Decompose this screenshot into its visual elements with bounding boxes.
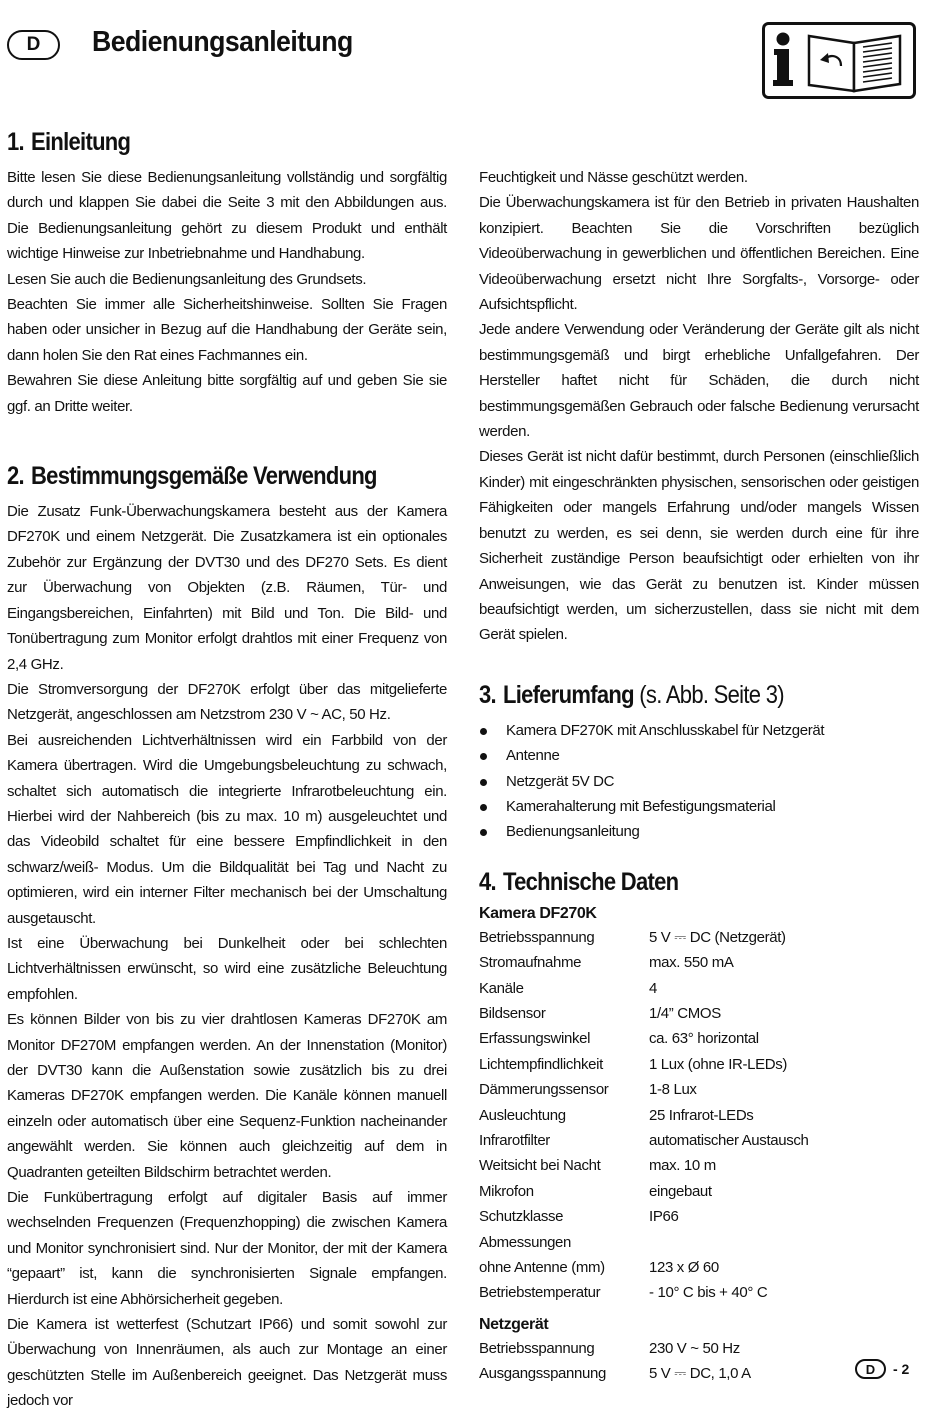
language-badge: D (7, 30, 60, 60)
spec-row (479, 1230, 919, 1255)
spec-label: Bildsensor (479, 1004, 546, 1022)
paragraph: Bei ausreichenden Lichtverhältnissen wird ein Farbbild von der Kamera übertragen. Wird die Umgebungsbeleuchtung zu schwach, schaltet sich automatisch die integrierte Infrarotbeleuchtung ein. Hierbei wird der Nahbereich (bis zu max. 10 m) ausgeleuchtet und das Videobild schaltet für eine bessere Empfindlichkeit in den schwarz/weiß- Modus. Um die Bildqualität bei Tag und Nacht zu optimieren, wird ein interner Filter mechanisch bei der Umschaltung ausgetauscht. (7, 731, 447, 927)
spec-value: 230 V ~ 50 Hz (649, 1339, 740, 1357)
spec-value: 5 V ⎓ DC (Netzgerät) (649, 928, 786, 946)
spec-value: automatischer Austausch (649, 1132, 809, 1149)
spec-value: 1 Lux (ohne IR-LEDs) (649, 1055, 788, 1073)
spec-value: 4 (649, 979, 657, 997)
spec-value: eingebaut (649, 1182, 712, 1200)
list-item: Netzgerät 5V DC (479, 769, 919, 794)
spec-label: Stromaufnahme (479, 954, 582, 972)
spec-label: Infrarotfilter (479, 1132, 550, 1149)
list-item: Kamerahalterung mit Befestigungsmaterial (479, 794, 919, 819)
spec-row (479, 1280, 919, 1305)
spec-row (479, 1361, 919, 1386)
spec-row (479, 925, 919, 950)
spec-label: Dämmerungssensor (479, 1081, 609, 1099)
right-column (479, 165, 919, 1387)
spec-row (479, 1153, 919, 1178)
paragraph: Dieses Gerät ist nicht dafür bestimmt, durch Personen (einschließlich Kinder) mit eingeschränkten physischen, sensorischen oder geistigen Fähigkeiten oder mangels Erfahrung und/oder mangels Wissen benutzt zu werden, es sei denn, sie werden durch eine für ihre Sicherheit zuständige Person beaufsichtigt oder erhielten von ihr Anweisungen, wie das Gerät zu benutzen ist. Kinder müssen beaufsichtigt werden, um sicherzustellen, dass sie nicht mit dem Gerät spielen. (479, 448, 919, 644)
spec-value: 5 V ⎓ DC, 1,0 A (649, 1365, 751, 1383)
list-item: Bedienungsanleitung (479, 819, 919, 844)
paragraph: Ist eine Überwachung bei Dunkelheit oder bei schlechten Lichtverhältnissen erwünscht, so wird eine zusätzliche Beleuchtung empfohlen. (7, 934, 447, 1003)
spec-row (479, 1255, 919, 1280)
list-item: Kamera DF270K mit Anschlusskabel für Netzgerät (479, 718, 919, 743)
paragraph: Die Funkübertragung erfolgt auf digitaler Basis auf immer wechselnden Frequenzen (Frequenzhopping) die zwischen Kamera und Monitor synchronisiert sind. Nur der Monitor, der mit der Kamera “gepaart” ist, kann die synchronisierten Signale empfangen. Hierdurch ist eine Abhörsicherheit gegeben. (7, 1189, 447, 1308)
section-heading-technik: 4. Technische Daten (479, 867, 679, 896)
spec-value: ca. 63° horizontal (649, 1030, 759, 1048)
spec-value: 25 Infrarot-LEDs (649, 1106, 754, 1124)
spec-label: Betriebsspannung (479, 928, 595, 946)
paragraph: Es können Bilder von bis zu vier drahtlosen Kameras DF270K am Monitor DF270M empfangen werden. An der Innenstation (Monitor) der DVT30 kann die Außenstation sowie zusätzlich bis zu drei Kameras DF270K empfangen werden. Die Kanäle können manuell einzeln oder automatisch über eine Sequenz-Funktion nacheinander angewählt werden. Sie können auch gleichzeitig auf dem in Quadranten geteilten Bildschirm betrachtet werden. (7, 1011, 447, 1181)
spec-value: max. 550 mA (649, 954, 734, 972)
page-number: - 2 (893, 1361, 910, 1377)
spec-label: Ausgangsspannung (479, 1365, 607, 1383)
spec-label: Abmessungen (479, 1233, 572, 1251)
camera-specs-table (479, 925, 919, 1306)
spec-label: Ausleuchtung (479, 1106, 566, 1124)
spec-value (649, 1230, 919, 1255)
spec-value: 1/4” CMOS (649, 1004, 721, 1022)
spec-label: Lichtempfindlichkeit (479, 1055, 603, 1073)
paragraph: Bitte lesen Sie diese Bedienungsanleitung vollständig und sorgfältig durch und klappen Sie dabei die Seite 3 mit den Abbildungen aus. Die Bedienungsanleitung gehört zu diesem Produkt und enthält wichtige Hinweise zur Inbetriebnahme und Handhabung. (7, 169, 447, 263)
spec-value: 1-8 Lux (649, 1081, 697, 1099)
paragraph: Feuchtigkeit und Nässe geschützt werden. (479, 169, 748, 186)
section-heading-verwendung: 2. Bestimmungsgemäße Verwendung (7, 462, 377, 491)
spec-label: Weitsicht bei Nacht (479, 1157, 601, 1175)
spec-label: Betriebstemperatur (479, 1284, 601, 1302)
spec-value: - 10° C bis + 40° C (649, 1284, 768, 1302)
paragraph: Jede andere Verwendung oder Veränderung der Geräte gilt als nicht bestimmungsgemäß und birgt erhebliche Unfallgefahren. Der Hersteller haftet nicht für Schäden, die durch nicht bestimmungsgemäßen Gebrauch oder falsche Bedienung verursacht werden. (479, 321, 919, 441)
spec-label: Mikrofon (479, 1182, 534, 1200)
power-supply-specs-heading: Netzgerät (479, 1315, 549, 1333)
spec-value: max. 10 m (649, 1157, 716, 1175)
spec-label: ohne Antenne (mm) (479, 1259, 605, 1277)
paragraph: Die Stromversorgung der DF270K erfolgt über das mitgelieferte Netzgerät, angeschlossen am Netzstrom 230 V ~ AC, 50 Hz. (7, 680, 447, 724)
delivery-list (479, 718, 919, 845)
camera-specs-heading: Kamera DF270K (479, 904, 597, 922)
section-heading-lieferumfang: 3. Lieferumfang (s. Abb. Seite 3) (479, 680, 784, 709)
spec-row (479, 1336, 919, 1361)
spec-label: Kanäle (479, 979, 524, 997)
spec-value: IP66 (649, 1208, 679, 1226)
paragraph: Die Überwachungskamera ist für den Betrieb in privaten Haushalten konzipiert. Beachten Sie die Vorschriften bezüglich Videoüberwachung in gewerblichen und öffentlichen Bereichen. Eine Videoüberwachung ersetzt nicht Ihre Sorgfalts-, Vorsorge- oder Aufsichtspflicht. (479, 194, 919, 314)
left-column (7, 120, 447, 1414)
section-heading-einleitung: 1. Einleitung (7, 128, 131, 156)
spec-row (479, 1204, 919, 1229)
spec-row (479, 1077, 919, 1102)
footer-language-badge: D (855, 1359, 886, 1379)
spec-label: Schutzklasse (479, 1208, 564, 1226)
spec-row (479, 1052, 919, 1077)
paragraph: Die Kamera ist wetterfest (Schutzart IP66) und somit sowohl zur Überwachung von Innenräumen, als auch zur Montage an einer geschützten Stelle im Außenbereich geeignet. Das Netzgerät muss jedoch vor (7, 1316, 447, 1410)
paragraph: Die Zusatz Funk-Überwachungskamera besteht aus der Kamera DF270K und einem Netzgerät. Die Zusatzkamera ist ein optionales Zubehör zur Ergänzung der DVT30 und des DF270 Sets. Es dient zur Überwachung von Objekten (z.B. Räumen, Tür- und Eingangsbereichen, Einfahrten) mit Bild und Ton. Die Bild- und Tonübertragung zum Monitor erfolgt drahtlos mit einer Frequenz von 2,4 GHz. (7, 503, 447, 673)
spec-row (479, 1001, 919, 1026)
spec-row (479, 976, 919, 1001)
paragraph: Lesen Sie auch die Bedienungsanleitung des Grundsets. (7, 270, 367, 288)
list-item: Antenne (479, 743, 919, 768)
power-supply-specs-table (479, 1336, 919, 1387)
spec-label: Erfassungswinkel (479, 1030, 591, 1048)
spec-label: Betriebsspannung (479, 1339, 595, 1357)
paragraph: Beachten Sie immer alle Sicherheitshinweise. Sollten Sie Fragen haben oder unsicher in Bezug auf die Handhabung der Geräte sein, dann holen Sie den Rat eines Fachmannes ein. (7, 296, 447, 364)
spec-row (479, 950, 919, 975)
spec-value: 123 x Ø 60 (649, 1259, 719, 1277)
info-book-icon (762, 22, 916, 99)
page-title: Bedienungsanleitung (92, 26, 353, 58)
spec-row (479, 1128, 919, 1153)
spec-row (479, 1179, 919, 1204)
spec-row (479, 1026, 919, 1051)
paragraph: Bewahren Sie diese Anleitung bitte sorgfältig auf und geben Sie sie ggf. an Dritte weiter. (7, 372, 447, 415)
spec-row (479, 1103, 919, 1128)
